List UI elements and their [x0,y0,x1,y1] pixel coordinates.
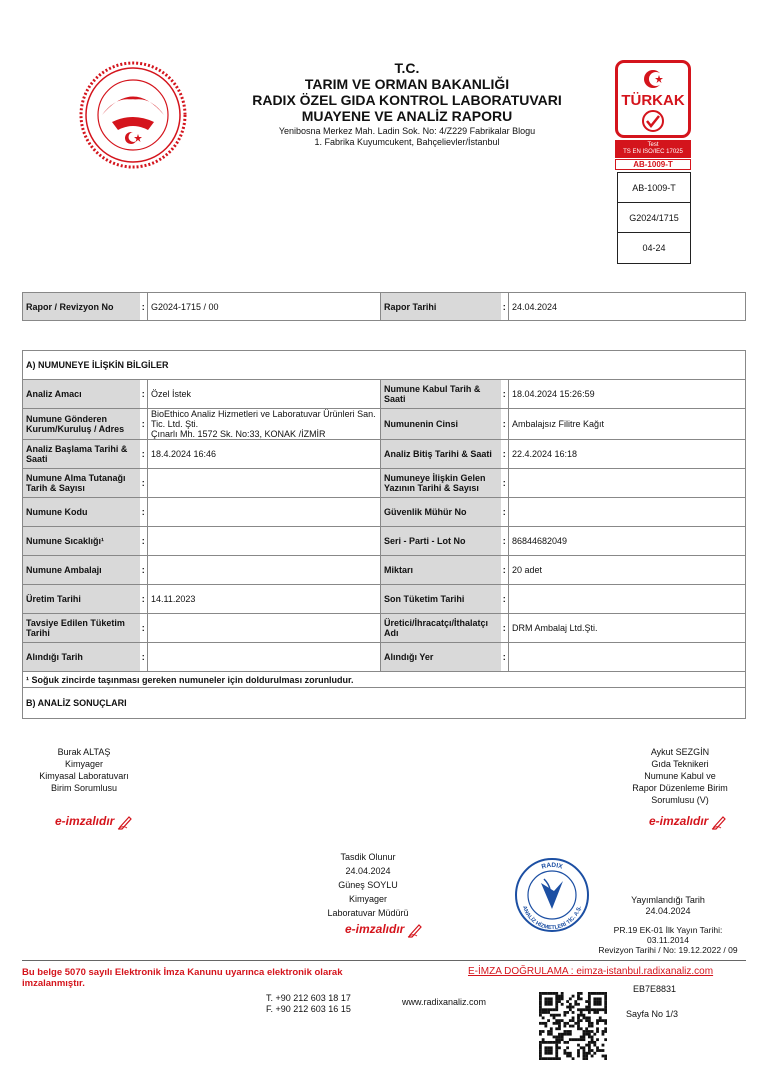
publish-label: Yayımlandığı Tarih [631,895,705,905]
field-value: 18.04.2024 15:26:59 [509,380,746,409]
table-row [23,440,746,469]
field-label: Alındığı Yer [381,643,501,672]
esig-label: e-imzalıdır [345,922,405,936]
fax: F. +90 212 603 16 15 [266,1004,351,1014]
field-value [148,469,381,498]
field-label: Miktarı [381,556,501,585]
esig-center [345,922,423,938]
separator: : [501,643,509,672]
table-row [23,556,746,585]
id-accreditation: AB-1009-T [618,173,690,203]
signer-title: Kimyager [348,894,387,904]
field-value: 18.4.2024 16:46 [148,440,381,469]
signer-role-2: Rapor Düzenleme Birim [632,783,728,793]
publish-info [590,895,746,917]
field-label: Numune Kabul Tarih & Saati [381,380,501,409]
field-value [148,527,381,556]
signer-title: Kimyager [64,759,103,769]
field-label: Numune Alma Tutanağı Tarih & Sayısı [23,469,140,498]
turkak-scope [615,140,691,158]
field-label: Tavsiye Edilen Tüketim Tarihi [23,614,140,643]
separator: : [140,585,148,614]
field-value: 20 adet [509,556,746,585]
separator: : [140,643,148,672]
svg-text:TÜRKAK: TÜRKAK [621,92,685,109]
separator: : [140,293,148,321]
esignature-verify-link[interactable]: E-İMZA DOĞRULAMA : eimza-istanbul.radixanaliz.com [468,966,714,977]
field-value [148,614,381,643]
table-row [23,527,746,556]
website-link[interactable]: www.radixanaliz.com [402,997,487,1007]
field-value [509,643,746,672]
turkak-accreditation [615,60,691,170]
form-info [590,925,746,955]
company-stamp [514,857,590,933]
section-a-title: A) NUMUNEYE İLİŞKİN BİLGİLER [23,351,746,380]
signer-role: Numune Kabul ve [644,771,716,781]
header-address-1: Yenibosna Merkez Mah. Ladin Sok. No: 4/Z229 Fabrikalar Blogu [278,126,536,136]
field-label: Üretici/İhracatçı/İthalatçı Adı [381,614,501,643]
field-value [509,498,746,527]
rev-value: G2024-1715 / 00 [148,293,381,321]
table-row [23,469,746,498]
header-address-2: 1. Fabrika Kuyumcukent, Bahçelievler/İstanbul [314,137,500,147]
separator: : [501,614,509,643]
esig-left [55,814,133,830]
header-lab: RADIX ÖZEL GIDA KONTROL LABORATUVARI [252,92,562,108]
approval-date: 24.04.2024 [345,866,391,876]
header-report-title: MUAYENE VE ANALİZ RAPORU [301,108,513,124]
field-label: Analiz Bitiş Tarihi & Saati [381,440,501,469]
field-label: Analiz Amacı [23,380,140,409]
field-value [509,469,746,498]
table-row [23,585,746,614]
field-value: 14.11.2023 [148,585,381,614]
report-id-box [617,172,691,264]
rev-label: Rapor / Revizyon No [23,293,140,321]
signature-right [614,746,746,806]
cold-chain-note: ¹ Soğuk zincirde taşınması gereken numuneler için doldurulması zorunludur. [23,672,746,688]
field-value [148,498,381,527]
field-label: Numunenin Cinsi [381,409,501,440]
separator: : [140,498,148,527]
turkak-sub-standard: TS EN ISO/IEC 17025 [623,149,683,155]
field-label: Numune Sıcaklığı¹ [23,527,140,556]
separator: : [501,556,509,585]
field-label: Üretim Tarihi [23,585,140,614]
field-value: Özel İstek [148,380,381,409]
report-date-value: 24.04.2024 [509,293,746,321]
field-label: Numuneye İlişkin Gelen Yazının Tarihi & Sayısı [381,469,501,498]
signer-title: Gıda Teknikeri [651,759,709,769]
field-label: Seri - Parti - Lot No [381,527,501,556]
field-value: DRM Ambalaj Ltd.Şti. [509,614,746,643]
sample-info-table [22,350,746,719]
form-date: 03.11.2014 [647,935,689,945]
separator: : [140,380,148,409]
field-label: Alındığı Tarih [23,643,140,672]
signer-role: Laboratuvar Müdürü [327,908,409,918]
signature-center [310,850,426,920]
table-row [23,409,746,440]
signer-role-3: Sorumlusu (V) [651,795,709,805]
field-label: Analiz Başlama Tarihi & Saati [23,440,140,469]
report-header [200,60,614,148]
ministry-seal-logo [78,60,188,170]
publish-date: 24.04.2024 [645,906,691,916]
signer-name: Aykut SEZGİN [650,747,710,757]
field-label: Numune Gönderen Kurum/Kuruluş / Adres [23,409,140,440]
field-label: Güvenlik Mühür No [381,498,501,527]
page-number: Sayfa No 1/3 [626,1009,679,1019]
table-row [23,380,746,409]
separator: : [501,293,509,321]
header-tc: T.C. [394,60,420,76]
footer-divider [22,960,746,961]
separator: : [501,498,509,527]
id-report-number: G2024/1715 [618,203,690,233]
verification-code: EB7E8831 [633,984,677,994]
separator: : [501,527,509,556]
signer-name: Burak ALTAŞ [57,747,111,757]
report-date-label: Rapor Tarihi [381,293,501,321]
field-value: 22.4.2024 16:18 [509,440,746,469]
contact-info [266,993,351,1015]
signer-name: Güneş SOYLU [338,880,398,890]
signer-role: Kimyasal Laboratuvarı [39,771,129,781]
turkak-sub-test: Test [647,142,659,148]
separator: : [140,527,148,556]
esignature-law-note: Bu belge 5070 sayılı Elektronik İmza Kanunu uyarınca elektronik olarak imzalanmıştır. [22,967,343,989]
qr-code [539,992,607,1060]
section-b-title: B) ANALİZ SONUÇLARI [23,688,746,719]
pen-icon [117,814,133,830]
svg-text:ANALİZ HİZMETLERİ TİC. A.Ş.: ANALİZ HİZMETLERİ TİC. A.Ş. [520,905,583,932]
separator: : [140,469,148,498]
table-row [23,643,746,672]
signature-left [22,746,146,794]
pen-icon [407,922,423,938]
field-value: Ambalajsız Filitre Kağıt [509,409,746,440]
table-row [23,498,746,527]
separator: : [501,409,509,440]
turkak-code: AB-1009-T [615,159,691,170]
esig-right [649,814,727,830]
field-label: Numune Ambalajı [23,556,140,585]
separator: : [501,440,509,469]
esig-label: e-imzalıdır [55,814,115,828]
form-code: PR.19 EK-01 İlk Yayın Tarihi: [613,925,723,935]
field-value: 86844682049 [509,527,746,556]
pen-icon [711,814,727,830]
field-label: Son Tüketim Tarihi [381,585,501,614]
separator: : [501,380,509,409]
approval-label: Tasdik Olunur [340,852,396,862]
turkak-logo [615,60,691,138]
id-period: 04-24 [642,243,666,253]
svg-text:RADIX: RADIX [540,861,564,871]
separator: : [140,614,148,643]
separator: : [140,556,148,585]
field-value: BioEthico Analiz Hizmetleri ve Laboratuvar Ürünleri San. Tic. Ltd. Şti. Çınarlı Mh. 1572 Sk. No:33, KONAK /İZMİR [148,409,381,440]
field-value [148,643,381,672]
signer-role-2: Birim Sorumlusu [50,783,117,793]
revision-table [22,292,746,321]
esig-label: e-imzalıdır [649,814,709,828]
separator: : [140,440,148,469]
phone: T. +90 212 603 18 17 [266,993,351,1003]
separator: : [501,585,509,614]
header-ministry: TARIM VE ORMAN BAKANLIĞI [304,76,510,92]
table-row [23,614,746,643]
separator: : [140,409,148,440]
field-value [148,556,381,585]
revision-info: Revizyon Tarihi / No: 19.12.2022 / 09 [598,945,738,955]
field-label: Numune Kodu [23,498,140,527]
separator: : [501,469,509,498]
field-value [509,585,746,614]
